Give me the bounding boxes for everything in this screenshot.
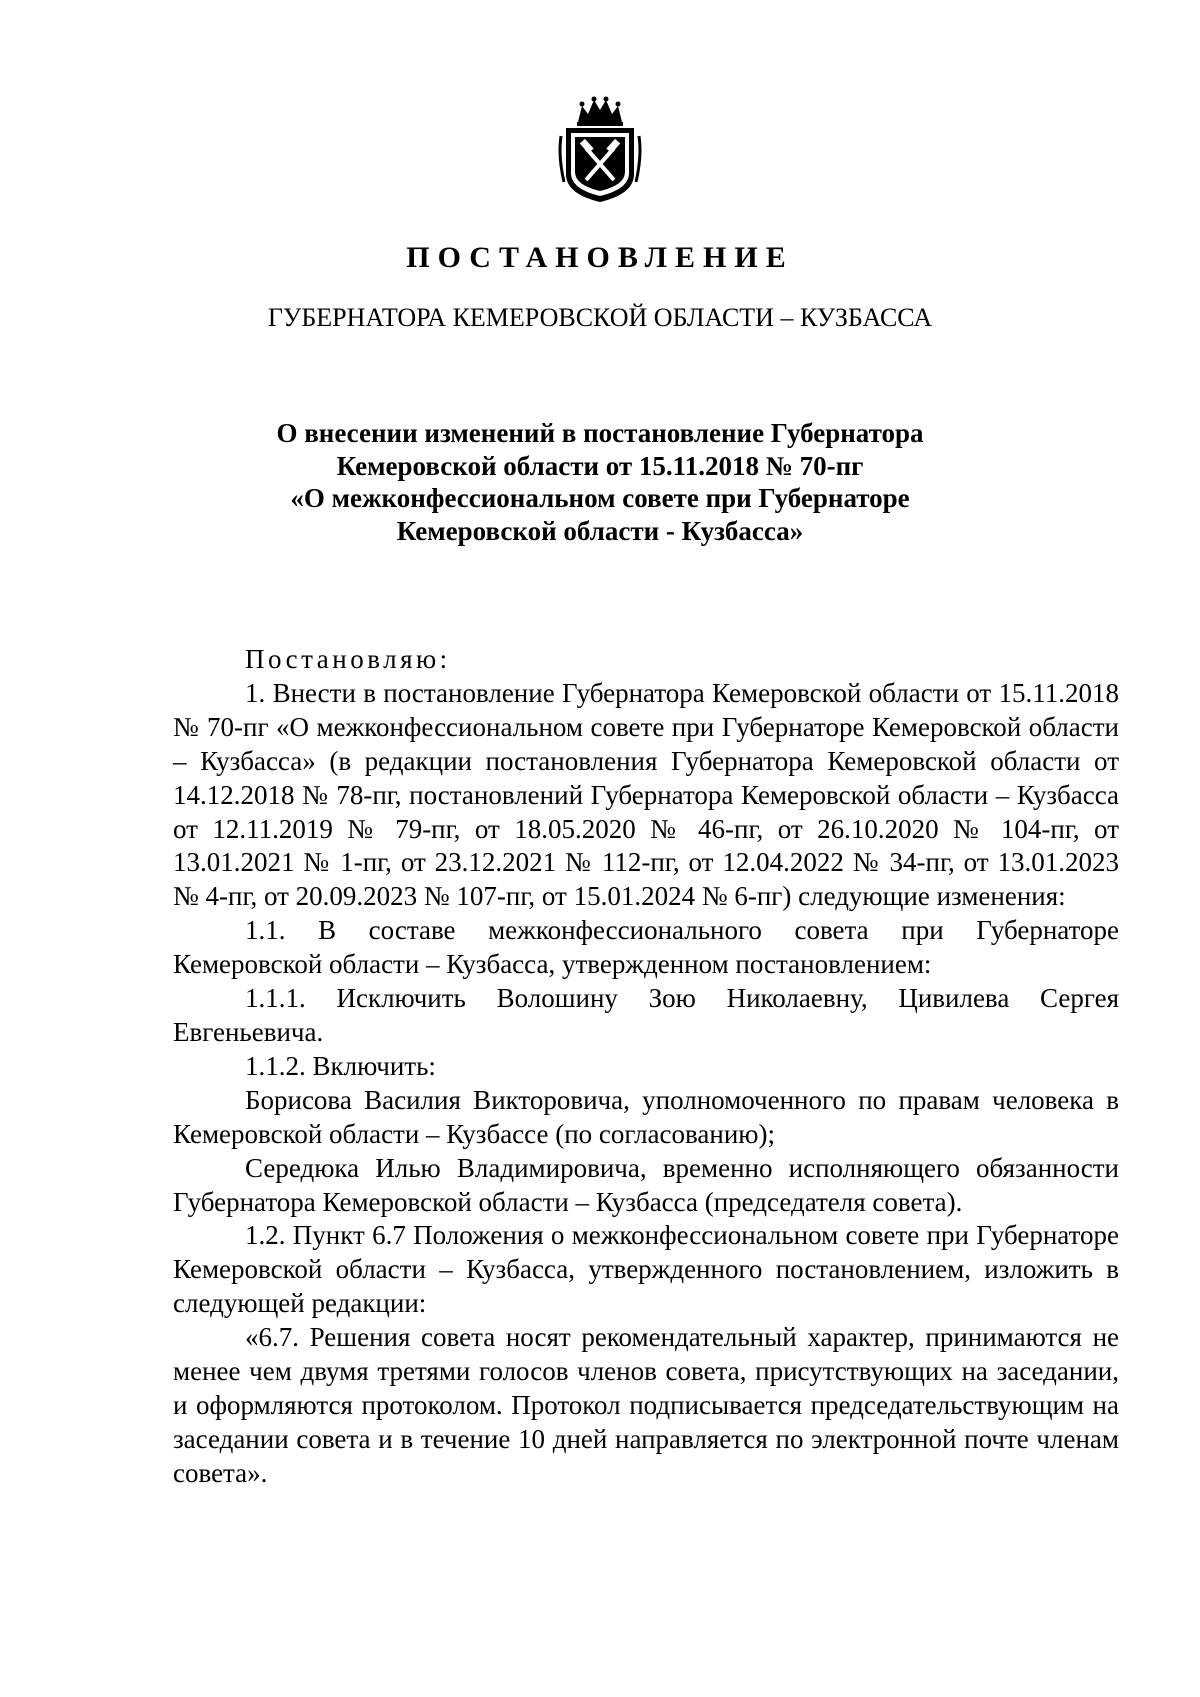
paragraph-6-7-quote: «6.7. Решения совета носят рекомендательный характер, принимаются не менее чем двумя третями голосов членов совета, присутствующих на заседании, и оформляются протоколом. Протокол подписывается председательствующим на заседании совета и в течение 10 дней направляется по электронной почте членам совета».: [173, 1322, 1119, 1488]
document-title: ПОСТАНОВЛЕНИЕ: [406, 241, 794, 274]
paragraph-1-1-2: 1.1.2. Включить:: [245, 1050, 436, 1081]
subject-line: «О межконфессиональном совете при Губернаторе: [290, 483, 910, 513]
subject-line: Кемеровской области - Кузбасса»: [396, 515, 804, 546]
subject-line: О внесении изменений в постановление Губернатора: [276, 418, 924, 448]
document-body: [173, 643, 1119, 1491]
preamble: Постановляю:: [245, 644, 451, 674]
paragraph-1-2: 1.2. Пункт 6.7 Положения о межконфессиональном совете при Губернаторе Кемеровской области – Кузбасса, утвержденного постановлением, изложить в следующей редакции:: [173, 1220, 1119, 1319]
coat-of-arms-icon: [558, 96, 642, 204]
paragraph-1: 1. Внести в постановление Губернатора Кемеровской области от 15.11.2018 № 70-пг «О межконфессиональном совете при Губернаторе Кемеровской области – Кузбасса» (в редакции постановления Губернатора Кемеровской области от 14.12.2018 № 78-пг, постановлений Губернатора Кемеровской области – Кузбасса от 12.11.2019 № 79-пг, от 18.05.2020 № 46-пг, от 26.10.2020 № 104-пг, от 13.01.2021 № 1-пг, от 23.12.2021 № 112-пг, от 12.04.2022 № 34-пг, от 13.01.2023 № 4-пг, от 20.09.2023 № 107-пг, от 15.01.2024 № 6-пг) следующие изменения:: [173, 677, 1119, 912]
paragraph-1-1-1: 1.1.1. Исключить Волошину Зою Николаевну, Цивилева Сергея Евгеньевича.: [173, 983, 1119, 1047]
issuing-authority: ГУБЕРНАТОРА КЕМЕРОВСКОЙ ОБЛАСТИ – КУЗБАССА: [267, 303, 933, 332]
paragraph-include-borisov: Борисова Василия Викторовича, уполномоченного по правам человека в Кемеровской области – Кузбассе (по согласованию);: [173, 1084, 1119, 1149]
document-subject: [150, 417, 1050, 547]
paragraph-1-1: 1.1. В составе межконфессионального совета при Губернаторе Кемеровской области – Кузбасса, утвержденном постановлением:: [173, 915, 1119, 980]
paragraph-include-seredyuk: Середюка Илью Владимировича, временно исполняющего обязанности Губернатора Кемеровской области – Кузбасса (председателя совета).: [173, 1152, 1119, 1217]
subject-line: Кемеровской области от 15.11.2018 № 70-пг: [336, 450, 864, 481]
